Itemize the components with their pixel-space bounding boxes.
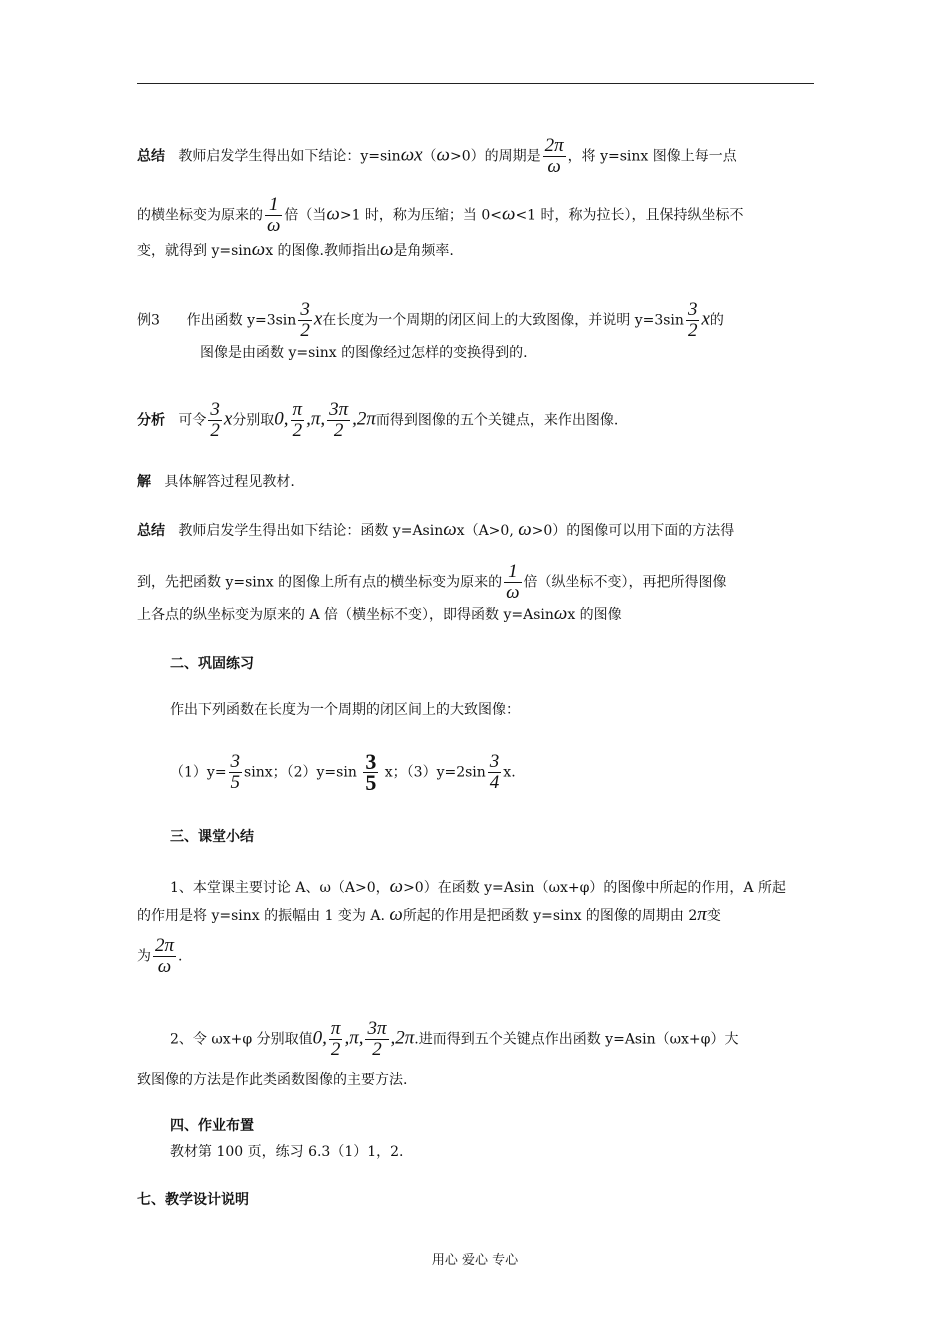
analysis-label: 分析 (137, 412, 165, 429)
solution-line: 解 具体解答过程见教材. (137, 474, 295, 490)
fraction-3-2: $\frac{3}{2}$ (300, 299, 310, 341)
fraction-3-5-large: $\frac{3}{5}$ (365, 749, 377, 795)
fraction-3-2: $\frac{3}{2}$ (210, 399, 220, 441)
section2-intro: 作出下列函数在长度为一个周期的闭区间上的大致图像： (170, 702, 520, 718)
example3-label: 例3 (137, 312, 160, 329)
fraction-3-5: $\frac{3}{5}$ (230, 751, 241, 793)
fraction-pi-2: $\frac{\pi}{2}$ (330, 1018, 341, 1060)
fraction-3pi-2: $\frac{3\pi}{2}$ (329, 399, 349, 441)
fraction-3-2: $\frac{3}{2}$ (687, 299, 698, 341)
fraction-3pi-2: $\frac{3\pi}{2}$ (367, 1018, 387, 1060)
summary1-line3: 变，就得到 y=sinωx 的图像.教师指出ω是角频率. (137, 239, 454, 260)
section3-p1-line1: 1、本堂课主要讨论 A、ω（A>0，ω>0）在函数 y=Asin（ωx+φ）的图像中所起的作用，A 所起 (170, 876, 786, 897)
fraction-3-4: $\frac{3}{4}$ (489, 751, 500, 793)
example3-line1: 例3 作出函数 y=3sin $\frac{3}{2}$ x在长度为一个周期的闭区间上的大致图像，并说明 y=3sin $\frac{3}{2}$ x的 (137, 299, 724, 341)
section3-p2-line1: 2、令 ωx+φ 分别取值0, $\frac{\pi}{2}$ ,π, $\frac{3\pi}{2}$ ,2π.进而得到五个关键点作出函数 y=Asin（ωx+φ）大 (170, 1018, 739, 1060)
solution-label: 解 (137, 474, 151, 490)
header-rule (137, 83, 814, 84)
summary2-line2: 到，先把函数 y=sinx 的图像上所有点的横坐标变为原来的 $\frac{1}{\omega}$ 倍（纵坐标不变），再把所得图像 (137, 561, 727, 603)
section4-text: 教材第 100 页，练习 6.3（1）1，2. (170, 1144, 404, 1160)
summary2-line3: 上各点的纵坐标变为原来的 A 倍（横坐标不变），即得函数 y=Asinωx 的图像 (137, 603, 622, 624)
section7-heading: 七、教学设计说明 (137, 1192, 249, 1208)
section3-heading: 三、课堂小结 (170, 829, 254, 845)
fraction-1-omega: $\frac{1}{\omega}$ (506, 561, 520, 603)
section3-p1-line2: 的作用是将 y=sinx 的振幅由 1 变为 A. ω所起的作用是把函数 y=sinx 的图像的周期由 2π变 (137, 904, 721, 925)
summary1-label: 总结 (137, 148, 165, 165)
section2-heading: 二、巩固练习 (170, 656, 254, 672)
summary1-line1: 总结 教师启发学生得出如下结论：y=sinωx（ω>0）的周期是 $\frac{2\pi}{\omega}$ ，将 y=sinx 图像上每一点 (137, 135, 737, 177)
fraction-2pi-omega: $\frac{2\pi}{\omega}$ (155, 935, 175, 977)
example3-line2: 图像是由函数 y=sinx 的图像经过怎样的变换得到的. (200, 345, 528, 361)
section3-p2-line2: 致图像的方法是作此类函数图像的主要方法. (137, 1072, 408, 1088)
fraction-pi-2: $\frac{\pi}{2}$ (292, 399, 303, 441)
summary2-label: 总结 (137, 523, 165, 539)
fraction-2pi-omega: $\frac{2\pi}{\omega}$ (544, 135, 564, 177)
section3-p1-line3: 为 $\frac{2\pi}{\omega}$ . (137, 935, 183, 977)
section4-heading: 四、作业布置 (170, 1118, 254, 1134)
summary2-line1: 总结 教师启发学生得出如下结论：函数 y=Asinωx（A>0, ω>0）的图像可以用下面的方法得 (137, 519, 735, 540)
section2-exercises: （1）y= $\frac{3}{5}$ sinx；（2）y=sin $\frac{3}{5}$ x；（3）y=2sin $\frac{3}{4}$ x. (170, 749, 516, 795)
page-footer: 用心 爱心 专心 (431, 1253, 519, 1268)
analysis-line: 分析 可令 $\frac{3}{2}$ x分别取0, $\frac{\pi}{2}$ ,π, $\frac{3\pi}{2}$ ,2π而得到图像的五个关键点，来作出图像. (137, 399, 619, 441)
fraction-1-omega: $\frac{1}{\omega}$ (267, 194, 281, 236)
summary1-line2: 的横坐标变为原来的 $\frac{1}{\omega}$ 倍（当ω>1 时，称为压缩；当 0<ω<1 时，称为拉长），且保持纵坐标不 (137, 194, 744, 236)
